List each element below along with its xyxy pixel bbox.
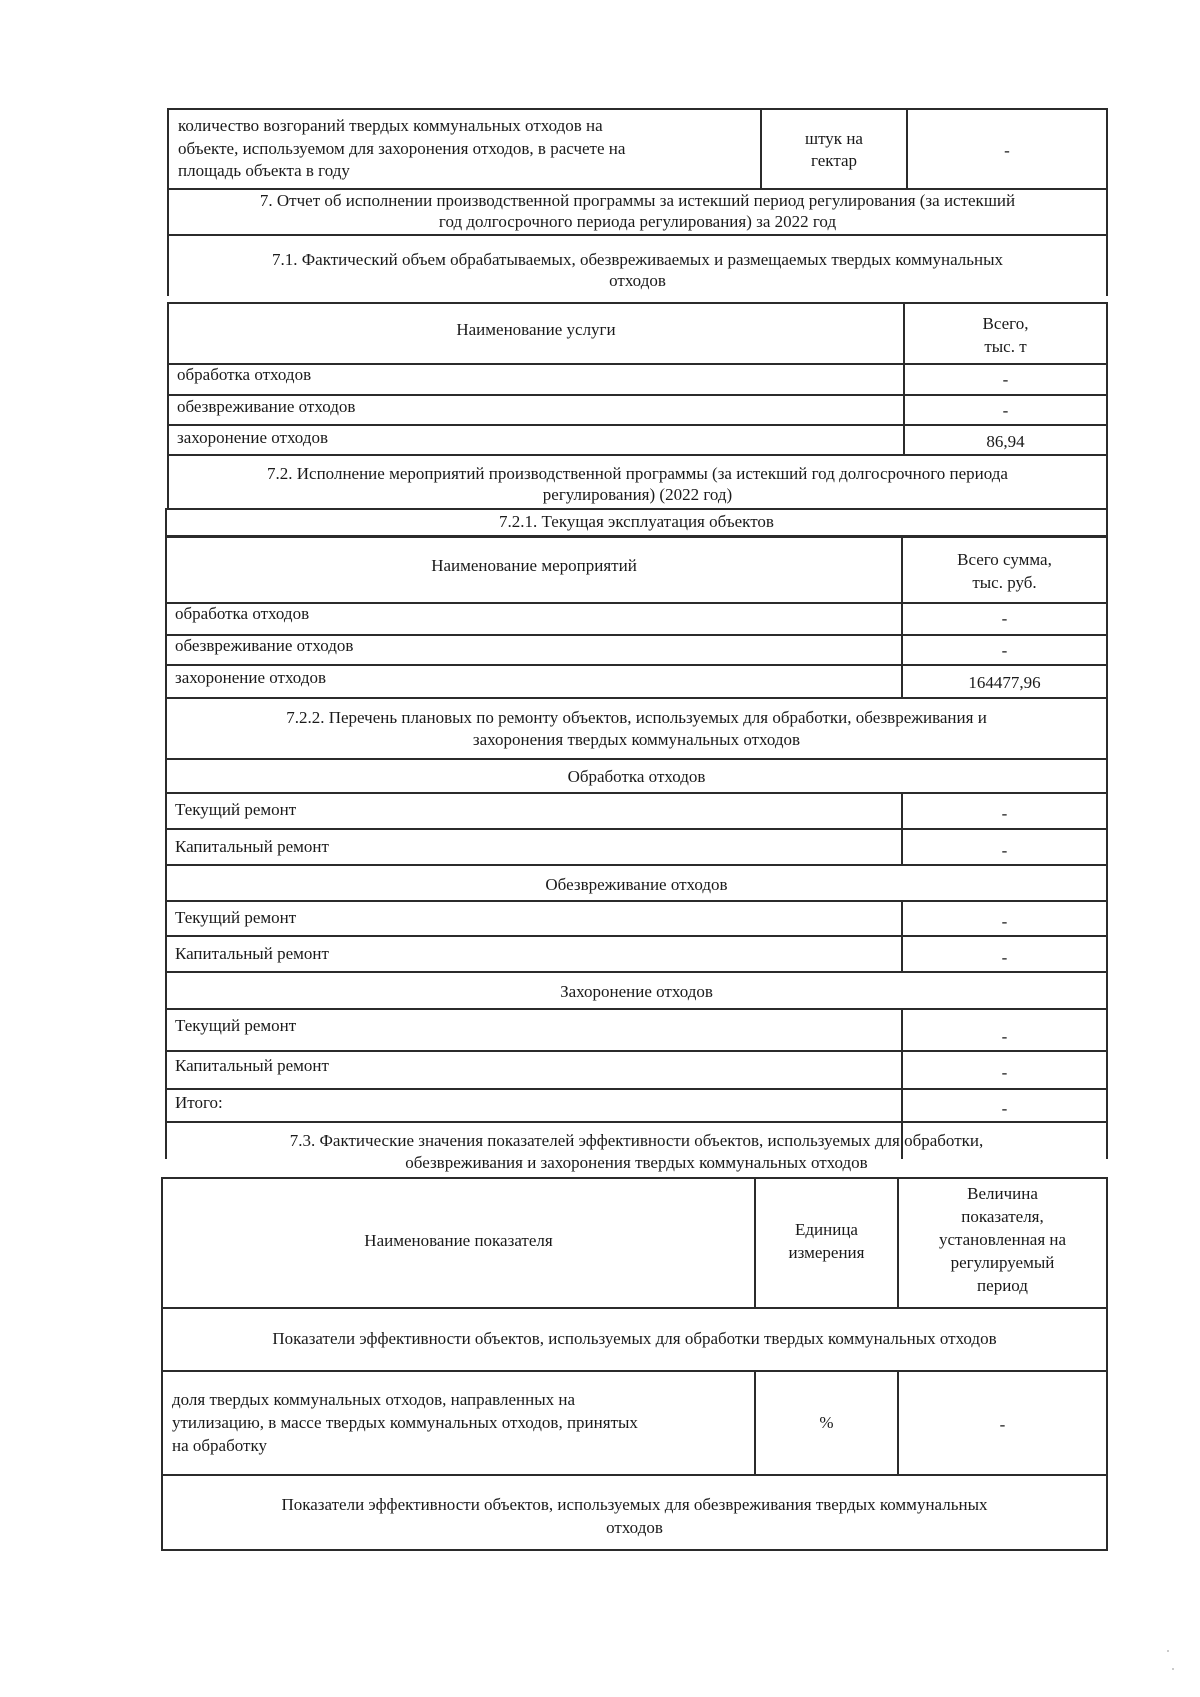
services-row-3-value: 86,94 [986, 432, 1025, 451]
repair-burial-capital-name: Капитальный ремонт [175, 1056, 329, 1075]
indicators-row1-line-1: доля твердых коммунальных отходов, направленных на [172, 1390, 576, 1409]
repair-group-processing-title: Обработка отходов [567, 767, 706, 786]
services-row-3-name: захоронение отходов [177, 428, 328, 447]
indicators-group2-title-1: Показатели эффективности объектов, используемых для обезвреживания твердых коммунальных [281, 1495, 988, 1514]
repair-processing-current-name: Текущий ремонт [175, 800, 297, 819]
services-row-2-name: обезвреживание отходов [177, 397, 356, 416]
indicators-row1-line-3: на обработку [172, 1436, 267, 1455]
fires-value: - [1004, 141, 1010, 160]
section72-title-1: 7.2. Исполнение мероприятий производственной программы (за истекший год долгосрочного периода [267, 464, 1008, 483]
services-row-1-value: - [1002, 370, 1009, 389]
activities-row-3-name: захоронение отходов [175, 668, 326, 687]
fires-unit-2: гектар [810, 151, 857, 170]
activities-row-2-value: - [1001, 641, 1008, 660]
activities-row-1-value: - [1001, 609, 1008, 628]
repair-burial-current-value: - [1001, 1027, 1008, 1046]
indicators-group2-title-2: отходов [606, 1518, 663, 1537]
services-header-total-2: тыс. т [984, 337, 1027, 356]
activities-header-name: Наименование мероприятий [431, 556, 637, 575]
indicators-header-value-3: установленная на [938, 1230, 1067, 1249]
scan-speck [1167, 1650, 1169, 1652]
indicators-row1-value: - [999, 1415, 1006, 1434]
section73-title-1: 7.3. Фактические значения показателей эффективности объектов, используемых для обработки, [289, 1131, 984, 1150]
services-header-name: Наименование услуги [456, 320, 616, 339]
activities-header-total-2: тыс. руб. [972, 573, 1037, 592]
services-row-1-name: обработка отходов [177, 365, 312, 384]
section7-title-2: год долгосрочного периода регулирования) за 2022 год [438, 212, 837, 231]
fires-line-2: объекте, используемом для захоронения отходов, в расчете на [178, 139, 626, 158]
section73-title-2: обезвреживания и захоронения твердых коммунальных отходов [405, 1153, 868, 1172]
indicators-header-name: Наименование показателя [364, 1231, 553, 1250]
indicators-header-value-5: период [977, 1276, 1028, 1295]
activities-row-2-name: обезвреживание отходов [175, 636, 354, 655]
indicators-header-value-4: регулируемый [950, 1253, 1055, 1272]
indicators-group1-title: Показатели эффективности объектов, используемых для обработки твердых коммунальных отходов [272, 1329, 997, 1348]
fires-line-3: площадь объекта в году [178, 161, 350, 180]
repair-neutralization-current-name: Текущий ремонт [175, 908, 297, 927]
indicators-header-unit-2: измерения [788, 1243, 865, 1262]
section72-title-2: регулирования) (2022 год) [542, 485, 733, 504]
repair-processing-capital-value: - [1001, 841, 1008, 860]
section722-title-1: 7.2.2. Перечень плановых по ремонту объектов, используемых для обработки, обезвреживания и [286, 708, 987, 727]
section722-title-2: захоронения твердых коммунальных отходов [472, 730, 801, 749]
repair-processing-capital-name: Капитальный ремонт [175, 837, 329, 856]
scan-speck [1172, 1668, 1174, 1670]
indicators-header-value-2: показателя, [961, 1207, 1044, 1226]
repair-processing-current-value: - [1001, 804, 1008, 823]
section721-title: 7.2.1. Текущая эксплуатация объектов [499, 512, 774, 531]
repair-burial-capital-value: - [1001, 1063, 1008, 1082]
repair-neutralization-capital-value: - [1001, 948, 1008, 967]
indicators-header-value-1: Величина [967, 1184, 1038, 1203]
repair-burial-current-name: Текущий ремонт [175, 1016, 297, 1035]
indicators-row1-line-2: утилизацию, в массе твердых коммунальных отходов, принятых [172, 1413, 638, 1432]
activities-header-total-1: Всего сумма, [957, 550, 1052, 569]
section71-title-2: отходов [609, 271, 666, 290]
repair-neutralization-current-value: - [1001, 912, 1008, 931]
activities-row-1-name: обработка отходов [175, 604, 310, 623]
repair-total-value: - [1001, 1099, 1008, 1118]
indicators-header-unit-1: Единица [795, 1220, 858, 1239]
activities-row-3-value: 164477,96 [968, 673, 1041, 692]
services-row-2-value: - [1002, 401, 1009, 420]
repair-group-neutralization-title: Обезвреживание отходов [545, 875, 728, 894]
repair-total-name: Итого: [175, 1093, 223, 1112]
section7-title-1: 7. Отчет об исполнении производственной программы за истекший период регулирования (за истекший [259, 191, 1016, 210]
repair-neutralization-capital-name: Капитальный ремонт [175, 944, 329, 963]
section71-title-1: 7.1. Фактический объем обрабатываемых, обезвреживаемых и размещаемых твердых коммунальных [271, 250, 1004, 269]
fires-unit-1: штук на [805, 129, 863, 148]
services-header-total-1: Всего, [982, 314, 1029, 333]
repair-group-burial-title: Захоронение отходов [560, 982, 713, 1001]
fires-line-1: количество возгораний твердых коммунальных отходов на [178, 116, 603, 135]
indicators-row1-unit: % [819, 1413, 834, 1432]
